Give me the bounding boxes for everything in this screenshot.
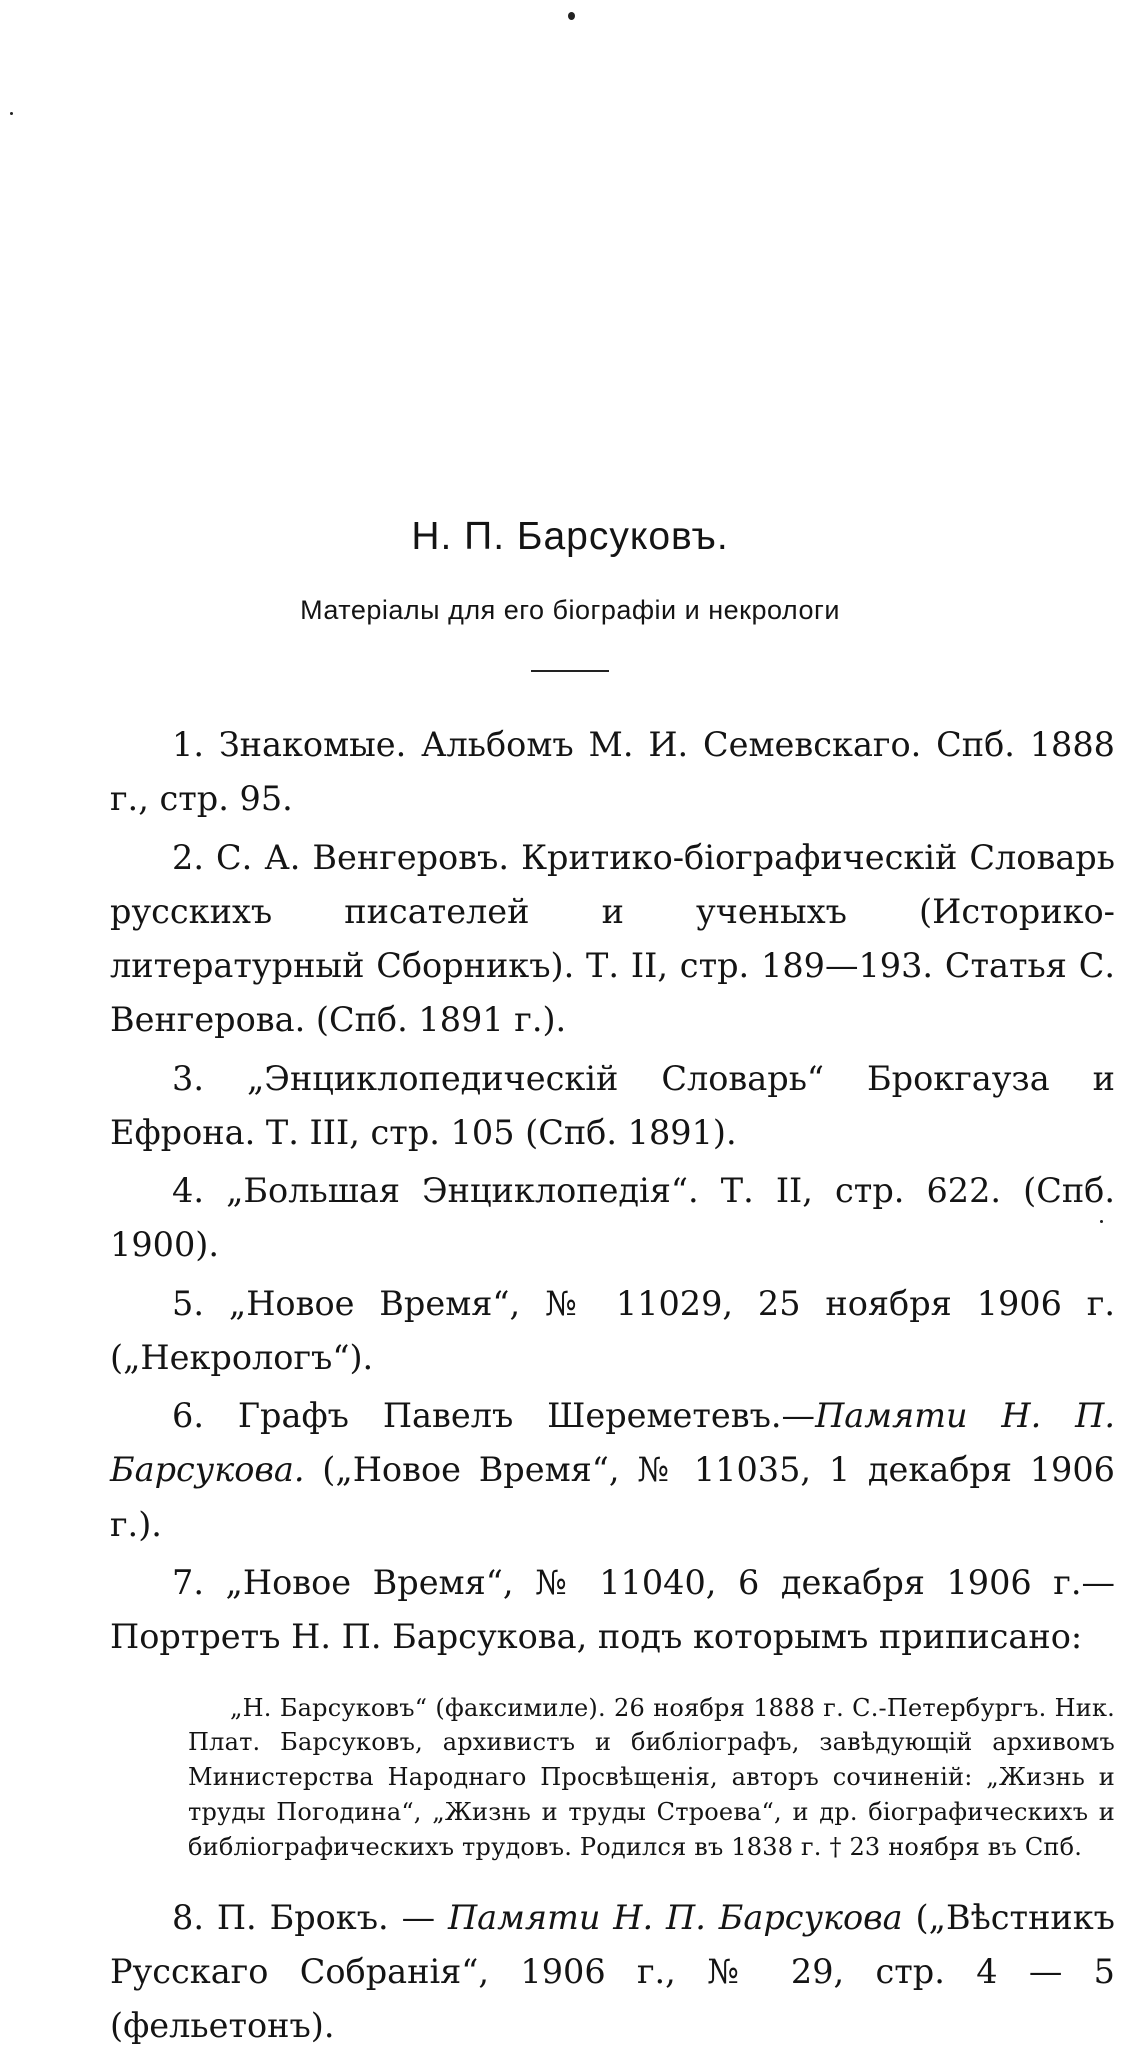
page-title: Н. П. Барсуковъ. bbox=[411, 515, 729, 558]
list-item bbox=[110, 1277, 1115, 1386]
list-item bbox=[110, 1556, 1115, 1665]
page-subtitle: Матеріалы для его біографіи и некрологи bbox=[300, 595, 840, 625]
entry-text: „Энциклопедическій Словарь“ Брокгауза и Ефрона. Т. III, стр. 105 (Спб. 1891). bbox=[110, 1058, 1115, 1152]
entry-number: 2. bbox=[172, 837, 204, 877]
entry-number: 5. bbox=[172, 1283, 204, 1323]
entry-number: 8. bbox=[172, 1897, 204, 1937]
list-item bbox=[110, 831, 1115, 1048]
print-speck bbox=[10, 112, 13, 115]
list-item bbox=[110, 718, 1115, 827]
entry-author: Графъ Павелъ Шереметевъ.— bbox=[237, 1396, 816, 1436]
entry-source: („Вѣстникъ Русскаго Собранія“, 1906 г., № 29, стр. 4 — 5 (фельетонъ). bbox=[110, 1897, 1115, 2046]
entry-text: „Новое Время“, № 11040, 6 декабря 1906 г.— Портретъ Н. П. Барсукова, подъ которымъ приписано: bbox=[110, 1562, 1115, 1657]
entry-text: „Новое Время“, № 11029, 25 ноября 1906 г. („Некрологъ“). bbox=[110, 1283, 1115, 1377]
list-item bbox=[110, 1164, 1115, 1273]
entry-text: Знакомые. Альбомъ М. И. Семевскаго. Спб. 1888 г., стр. 95. bbox=[110, 725, 1115, 819]
entry-source: („Новое Время“, № 11035, 1 декабря 1906 г.). bbox=[110, 1450, 1115, 1544]
entry-number: 6. bbox=[172, 1396, 204, 1436]
entry-author: П. Брокъ. — bbox=[216, 1897, 448, 1937]
entry-title-italic: Памяти Н. П. Барсукова bbox=[447, 1897, 903, 1937]
entry-title-italic: Памяти Н. П. Барсукова. bbox=[110, 1396, 1115, 1490]
print-speck bbox=[568, 12, 575, 20]
entry-text: „Большая Энциклопедія“. Т. II, стр. 622. (Спб. 1900). bbox=[110, 1171, 1116, 1265]
page-header bbox=[0, 515, 1140, 672]
title-rule bbox=[531, 670, 609, 672]
entry-number: 4. bbox=[172, 1171, 204, 1211]
list-item bbox=[110, 1052, 1115, 1161]
bibliography-list bbox=[110, 718, 1115, 2057]
entry-text: С. А. Венгеровъ. Критико-біографическій Словарь русскихъ писателей и ученыхъ (Историко-литературный Сборникъ). Т. II, стр. 189—193. Статья С. Венгерова. (Спб. 1891 г.). bbox=[110, 837, 1115, 1040]
entry-number: 3. bbox=[172, 1058, 204, 1098]
list-item bbox=[110, 1389, 1115, 1552]
entry-number: 7. bbox=[172, 1562, 204, 1602]
portrait-caption-quote: „Н. Барсуковъ“ (факсимиле). 26 ноября 1888 г. С.-Петербургъ. Ник. Плат. Барсуковъ, архивистъ и библіографъ, завѣдующій архивомъ Министерства Народнаго Просвѣщенія, авторъ сочиненій: „Жизнь и труды Погодина“, „Жизнь и труды Строева“, и др. біографическихъ и библіографическихъ трудовъ. Родился въ 1838 г. † 23 ноября въ Спб. bbox=[188, 1693, 1115, 1861]
entry-number: 1. bbox=[172, 725, 204, 764]
list-item bbox=[110, 1891, 1115, 2054]
